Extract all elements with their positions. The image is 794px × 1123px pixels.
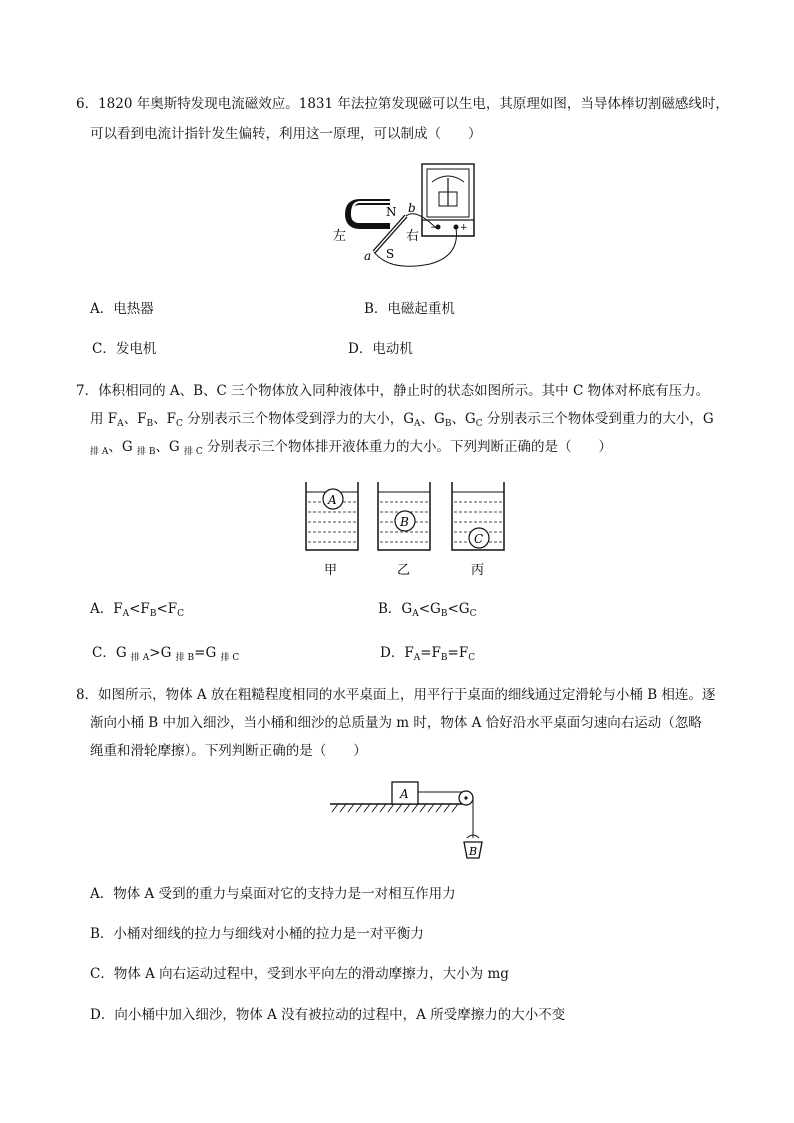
svg-text:+: + <box>460 223 468 233</box>
q7-beakers-figure <box>300 478 510 580</box>
bucket-b-label: B <box>469 845 478 858</box>
q7-stem-line1: 7．体积相同的 A、B、C 三个物体放入同种液体中，静止时的状态如图所示。其中 C 物体对杯底有压力。 <box>76 383 710 399</box>
q8-stem-line2: 渐向小桶 B 中加入细沙，当小桶和细沙的总质量为 m 时，物体 A 恰好沿水平桌面匀速向右运动（忽略 <box>90 715 702 731</box>
beaker-jia-label: 甲 <box>324 563 338 578</box>
beaker-yi-label: 乙 <box>397 563 411 578</box>
q7-option-c[interactable]: C．G $_{排 A}$>G $_{排 B}$=G $_{排 C}$ <box>92 645 240 663</box>
q8-stem-line3: 绳重和滑轮摩擦）。下列判断正确的是（ ） <box>90 743 367 759</box>
right-label: 右 <box>406 229 420 244</box>
beaker-bing-label: 丙 <box>471 563 485 578</box>
block-a-label: A <box>400 787 409 801</box>
q7-option-b[interactable]: B．$G_A<G_B<G_C$ <box>378 601 477 619</box>
q6-option-c[interactable]: C．发电机 <box>92 341 157 357</box>
q8-pulley-figure <box>326 778 486 864</box>
q6-option-a[interactable]: A．电热器 <box>90 301 154 317</box>
object-a-label: A <box>328 493 337 507</box>
q8-option-a[interactable]: A．物体 A 受到的重力与桌面对它的支持力是一对相互作用力 <box>90 886 456 902</box>
q8-option-b[interactable]: B．小桶对细线的拉力与细线对小桶的拉力是一对平衡力 <box>90 926 424 942</box>
q7-option-d[interactable]: D．$F_A=F_B=F_C$ <box>380 645 476 663</box>
left-label: 左 <box>333 229 347 244</box>
magnet-s-label: S <box>386 247 395 261</box>
q8-option-d[interactable]: D．向小桶中加入细沙，物体 A 没有被拉动的过程中，A 所受摩擦力的大小不变 <box>90 1007 566 1023</box>
magnet-n-label: N <box>386 205 397 219</box>
q8-stem-line1: 8．如图所示，物体 A 放在粗糙程度相同的水平桌面上，用平行于桌面的细线通过定滑轮与小桶 B 相连。逐 <box>76 687 716 703</box>
q6-option-d[interactable]: D．电动机 <box>348 341 413 357</box>
q7-stem-line2: 用 $F_A$、$F_B$、$F_C$ 分别表示三个物体受到浮力的大小，$G_A$、$G_B$、$G_C$ 分别表示三个物体受到重力的大小，G <box>90 411 714 429</box>
q6-generator-figure <box>330 160 480 270</box>
rod-end-b-label: b <box>408 201 416 215</box>
q6-option-b[interactable]: B．电磁起重机 <box>364 301 455 317</box>
q7-option-a[interactable]: A．$F_A<F_B<F_C$ <box>90 601 185 619</box>
q7-stem-line3: $_{排 A}$、G $_{排 B}$、G $_{排 C}$ 分别表示三个物体排开液体重力的大小。下列判断正确的是（ ） <box>90 439 613 457</box>
svg-text:−: − <box>430 223 438 233</box>
object-c-label: C <box>474 532 484 546</box>
q6-stem-line1: 6．1820 年奥斯特发现电流磁效应。1831 年法拉第发现磁可以生电，其原理如图，当导体棒切割磁感线时， <box>76 96 729 112</box>
q8-option-c[interactable]: C．物体 A 向右运动过程中，受到水平向左的滑动摩擦力，大小为 mg <box>90 966 509 982</box>
q6-stem-line2: 可以看到电流计指针发生偏转，利用这一原理，可以制成（ ） <box>90 126 482 142</box>
object-b-label: B <box>400 515 409 529</box>
rod-end-a-label: a <box>364 249 372 263</box>
